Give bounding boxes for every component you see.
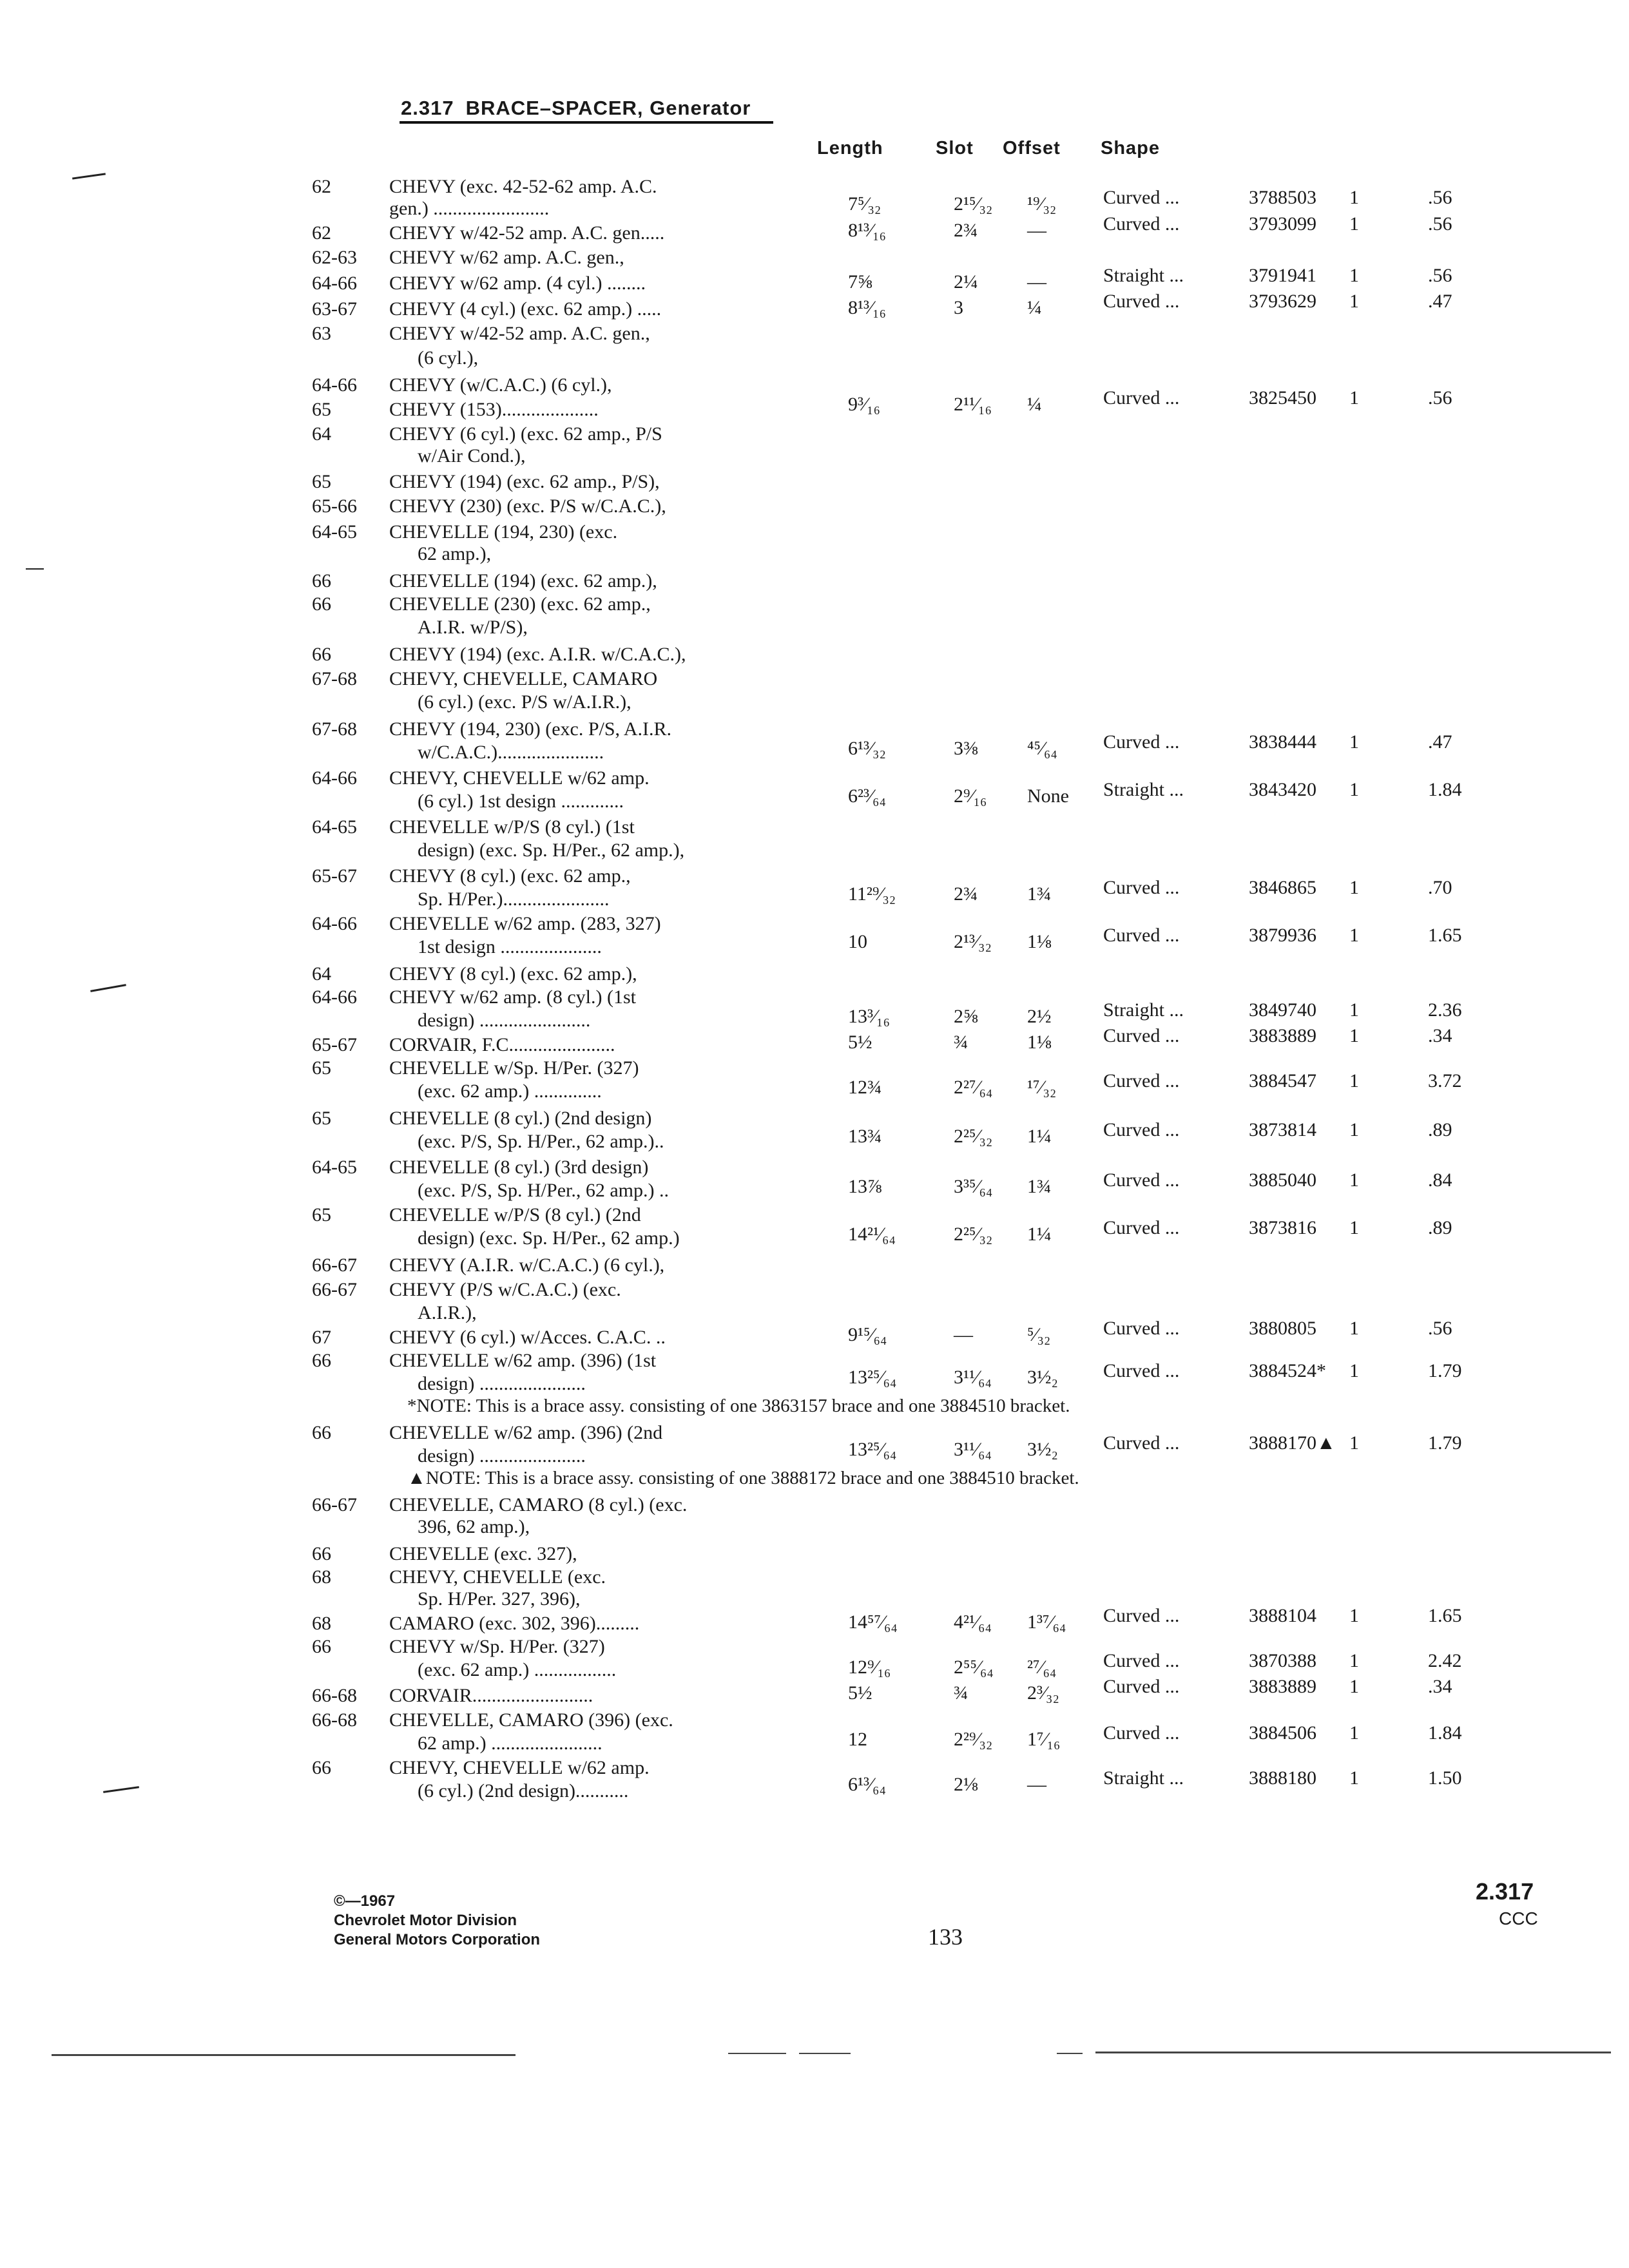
application-description: CHEVELLE (exc. 327), <box>389 1543 577 1564</box>
application-description: CHEVELLE, CAMARO (8 cyl.) (exc. <box>389 1494 688 1515</box>
offset-value: ¹⁹⁄₃₂ <box>1027 193 1057 215</box>
application-description: CHEVELLE (194) (exc. 62 amp.), <box>389 570 657 591</box>
division-line: Chevrolet Motor Division <box>334 1912 517 1929</box>
publisher-block <box>334 1892 540 1950</box>
shape-value: Curved ... <box>1103 291 1180 312</box>
model-year: 64-66 <box>312 913 357 934</box>
model-year: 63-67 <box>312 298 357 320</box>
part-number: 3888170▲ <box>1249 1432 1336 1454</box>
page-number: 133 <box>928 1924 963 1950</box>
bottom-rule <box>728 2053 786 2054</box>
footer-section-number: 2.317 <box>1476 1878 1534 1905</box>
application-description: (6 cyl.), <box>418 347 479 369</box>
application-description: (exc. P/S, Sp. H/Per., 62 amp.).. <box>418 1131 664 1152</box>
slot-value: 2¾ <box>954 220 978 241</box>
model-year: 66 <box>312 1422 331 1443</box>
price: 1.84 <box>1428 1722 1462 1744</box>
application-description: gen.) ........................ <box>389 198 550 219</box>
model-year: 64-66 <box>312 374 357 396</box>
quantity: 1 <box>1349 1432 1359 1454</box>
offset-value: 1¼ <box>1027 1126 1052 1147</box>
bottom-rule <box>52 2054 516 2056</box>
model-year: 66 <box>312 570 331 591</box>
application-description: CHEVELLE w/P/S (8 cyl.) (1st <box>389 816 635 838</box>
slot-value: 2¹³⁄₃₂ <box>954 931 992 952</box>
application-description: design) ...................... <box>418 1445 586 1466</box>
footer-section-code: CCC <box>1499 1908 1538 1928</box>
shape-value: Curved ... <box>1103 1432 1180 1454</box>
application-description: CHEVELLE, CAMARO (396) (exc. <box>389 1709 673 1731</box>
shape-value: Straight ... <box>1103 999 1184 1021</box>
model-year: 64-65 <box>312 816 357 838</box>
price: 1.79 <box>1428 1432 1462 1454</box>
price: 1.84 <box>1428 779 1462 800</box>
application-description: (6 cyl.) (exc. P/S w/A.I.R.), <box>418 691 631 713</box>
length-value: 6¹³⁄₃₂ <box>848 738 886 759</box>
model-year: 65-67 <box>312 865 357 887</box>
length-value: 11²⁹⁄₃₂ <box>848 883 896 905</box>
model-year: 66 <box>312 1350 331 1371</box>
length-value: 8¹³⁄₁₆ <box>848 220 886 241</box>
application-description: CHEVELLE w/62 amp. (396) (2nd <box>389 1422 663 1443</box>
application-description: CHEVELLE w/Sp. H/Per. (327) <box>389 1057 639 1079</box>
column-header-shape: Shape <box>1101 138 1161 159</box>
price: .56 <box>1428 265 1452 286</box>
application-description: CHEVY w/62 amp. (8 cyl.) (1st <box>389 986 636 1008</box>
length-value: 14⁵⁷⁄₆₄ <box>848 1611 898 1633</box>
offset-value: ¼ <box>1027 297 1042 318</box>
model-year: 65 <box>312 399 331 420</box>
column-header-slot: Slot <box>936 138 974 159</box>
section-title <box>401 97 751 120</box>
price: .56 <box>1428 213 1452 235</box>
shape-value: Curved ... <box>1103 925 1180 946</box>
model-year: 67-68 <box>312 718 357 740</box>
slot-value: 2²⁹⁄₃₂ <box>954 1729 993 1750</box>
quantity: 1 <box>1349 1722 1359 1744</box>
length-value: 13²⁵⁄₆₄ <box>848 1439 897 1460</box>
part-number: 3788503 <box>1249 187 1316 208</box>
application-description: 396, 62 amp.), <box>418 1516 530 1537</box>
part-number: 3825450 <box>1249 387 1316 408</box>
offset-value: 1⅛ <box>1027 931 1052 952</box>
model-year: 64-65 <box>312 521 357 543</box>
offset-value: None <box>1027 785 1069 807</box>
bottom-rule <box>1057 2053 1083 2054</box>
application-description: CORVAIR......................... <box>389 1685 593 1706</box>
shape-value: Straight ... <box>1103 779 1184 800</box>
price: 3.72 <box>1428 1070 1462 1091</box>
model-year: 65-67 <box>312 1034 357 1055</box>
price: 2.42 <box>1428 1650 1462 1671</box>
slot-value: 4²¹⁄₆₄ <box>954 1611 992 1633</box>
price: 1.50 <box>1428 1767 1462 1789</box>
model-year: 64 <box>312 423 331 445</box>
shape-value: Curved ... <box>1103 731 1180 753</box>
part-number: 3880805 <box>1249 1318 1316 1339</box>
application-description: CHEVY (P/S w/C.A.C.) (exc. <box>389 1279 621 1300</box>
part-number: 3793629 <box>1249 291 1316 312</box>
model-year: 65 <box>312 1057 331 1079</box>
price: .84 <box>1428 1169 1452 1191</box>
slot-value: 2²⁵⁄₃₂ <box>954 1224 993 1245</box>
length-value: 14²¹⁄₆₄ <box>848 1224 896 1245</box>
slot-value: 2¹⁵⁄₃₂ <box>954 193 993 215</box>
corporation-line: General Motors Corporation <box>334 1931 541 1948</box>
slot-value: 2²⁷⁄₆₄ <box>954 1077 993 1098</box>
application-description: CORVAIR, F.C...................... <box>389 1034 615 1055</box>
application-description: design) ...................... <box>418 1373 586 1394</box>
application-description: CHEVY w/42-52 amp. A.C. gen., <box>389 323 650 344</box>
application-description: CHEVY, CHEVELLE, CAMARO <box>389 668 658 689</box>
part-number: 3793099 <box>1249 213 1316 235</box>
part-number: 3884506 <box>1249 1722 1316 1744</box>
quantity: 1 <box>1349 1360 1359 1381</box>
length-value: 7⁵⁄₃₂ <box>848 193 882 215</box>
section-number: 2.317 <box>401 97 454 119</box>
price: .56 <box>1428 387 1452 408</box>
quantity: 1 <box>1349 1217 1359 1238</box>
part-number: 3888104 <box>1249 1605 1316 1626</box>
application-description: CHEVY (153).................... <box>389 399 599 420</box>
part-number: 3883889 <box>1249 1676 1316 1697</box>
quantity: 1 <box>1349 265 1359 286</box>
application-description: CAMARO (exc. 302, 396)......... <box>389 1613 640 1634</box>
application-description: (6 cyl.) 1st design ............. <box>418 791 624 812</box>
margin-mark <box>103 1786 139 1793</box>
length-value: 8¹³⁄₁₆ <box>848 297 886 318</box>
application-description: CHEVELLE (8 cyl.) (3rd design) <box>389 1157 649 1178</box>
application-description: Sp. H/Per. 327, 396), <box>418 1588 581 1610</box>
model-year: 62 <box>312 222 331 244</box>
part-number: 3870388 <box>1249 1650 1316 1671</box>
length-value: 12¾ <box>848 1077 882 1098</box>
application-description: (exc. 62 amp.) .............. <box>418 1081 602 1102</box>
offset-value: 1⁷⁄₁₆ <box>1027 1729 1061 1750</box>
copyright-line: ©—1967 <box>334 1892 396 1910</box>
part-number: 3884524* <box>1249 1360 1326 1381</box>
application-description: CHEVY w/Sp. H/Per. (327) <box>389 1636 605 1657</box>
shape-value: Curved ... <box>1103 187 1180 208</box>
margin-mark <box>72 173 106 179</box>
bottom-rule <box>799 2053 851 2054</box>
model-year: 64-65 <box>312 1157 357 1178</box>
model-year: 66-68 <box>312 1709 357 1731</box>
part-number: 3838444 <box>1249 731 1316 753</box>
application-description: 62 amp.), <box>418 543 492 564</box>
offset-value: 1¼ <box>1027 1224 1052 1245</box>
length-value: 6²³⁄₆₄ <box>848 785 886 807</box>
model-year: 67 <box>312 1327 331 1348</box>
application-description: CHEVY, CHEVELLE (exc. <box>389 1566 606 1588</box>
part-number: 3883889 <box>1249 1025 1316 1046</box>
slot-value: 2⁹⁄₁₆ <box>954 785 987 807</box>
model-year: 65-66 <box>312 495 357 517</box>
model-year: 65 <box>312 1108 331 1129</box>
slot-value: 3⅜ <box>954 738 978 759</box>
quantity: 1 <box>1349 1025 1359 1046</box>
application-description: CHEVY (A.I.R. w/C.A.C.) (6 cyl.), <box>389 1254 665 1276</box>
slot-value: 2⁵⁵⁄₆₄ <box>954 1657 994 1678</box>
model-year: 66-68 <box>312 1685 357 1706</box>
application-description: CHEVY (8 cyl.) (exc. 62 amp.), <box>389 963 637 985</box>
offset-value: ⁴⁵⁄₆₄ <box>1027 738 1057 759</box>
quantity: 1 <box>1349 1650 1359 1671</box>
application-description: CHEVY (8 cyl.) (exc. 62 amp., <box>389 865 631 887</box>
price: 1.65 <box>1428 925 1462 946</box>
shape-value: Curved ... <box>1103 1169 1180 1191</box>
application-description: Sp. H/Per.)...................... <box>418 889 610 910</box>
slot-value: ¾ <box>954 1032 969 1053</box>
application-description: (6 cyl.) (2nd design)........... <box>418 1780 629 1802</box>
offset-value: — <box>1027 271 1046 293</box>
shape-value: Curved ... <box>1103 1025 1180 1046</box>
shape-value: Curved ... <box>1103 387 1180 408</box>
assembly-note: *NOTE: This is a brace assy. consisting of one 3863157 brace and one 3884510 bracket. <box>407 1396 1070 1416</box>
price: .56 <box>1428 187 1452 208</box>
application-description: CHEVELLE w/62 amp. (283, 327) <box>389 913 661 934</box>
shape-value: Curved ... <box>1103 1650 1180 1671</box>
part-number: 3843420 <box>1249 779 1316 800</box>
application-description: design) (exc. Sp. H/Per., 62 amp.) <box>418 1227 680 1249</box>
slot-value: 3 <box>954 297 963 318</box>
margin-mark <box>90 984 126 992</box>
model-year: 64-66 <box>312 767 357 789</box>
application-description: 1st design ..................... <box>418 936 602 957</box>
shape-value: Curved ... <box>1103 1070 1180 1091</box>
title-underline <box>400 121 773 124</box>
offset-value: ⁵⁄₃₂ <box>1027 1324 1051 1345</box>
application-description: CHEVY (194) (exc. A.I.R. w/C.A.C.), <box>389 644 686 665</box>
application-description: CHEVY (4 cyl.) (exc. 62 amp.) ..... <box>389 298 662 320</box>
application-description: CHEVY w/62 amp. (4 cyl.) ........ <box>389 273 646 294</box>
part-number: 3884547 <box>1249 1070 1316 1091</box>
shape-value: Curved ... <box>1103 1119 1180 1140</box>
shape-value: Curved ... <box>1103 1722 1180 1744</box>
shape-value: Curved ... <box>1103 213 1180 235</box>
part-number: 3849740 <box>1249 999 1316 1021</box>
shape-value: Curved ... <box>1103 1217 1180 1238</box>
application-description: CHEVELLE w/62 amp. (396) (1st <box>389 1350 657 1371</box>
shape-value: Curved ... <box>1103 1676 1180 1697</box>
application-description: CHEVY w/42-52 amp. A.C. gen..... <box>389 222 665 244</box>
application-description: CHEVY (194) (exc. 62 amp., P/S), <box>389 471 660 492</box>
shape-value: Curved ... <box>1103 1318 1180 1339</box>
application-description: (exc. 62 amp.) ................. <box>418 1659 617 1680</box>
quantity: 1 <box>1349 213 1359 235</box>
model-year: 62 <box>312 176 331 197</box>
price: 1.79 <box>1428 1360 1462 1381</box>
slot-value: 2⅝ <box>954 1006 978 1027</box>
part-number: 3873816 <box>1249 1217 1316 1238</box>
model-year: 68 <box>312 1566 331 1588</box>
model-year: 68 <box>312 1613 331 1634</box>
part-number: 3888180 <box>1249 1767 1316 1789</box>
application-description: w/Air Cond.), <box>418 445 526 466</box>
slot-value: 3¹¹⁄₆₄ <box>954 1439 992 1460</box>
shape-value: Straight ... <box>1103 1767 1184 1789</box>
shape-value: Straight ... <box>1103 265 1184 286</box>
margin-mark <box>26 568 44 570</box>
quantity: 1 <box>1349 877 1359 898</box>
application-description: CHEVY, CHEVELLE w/62 amp. <box>389 767 650 789</box>
offset-value: 1¾ <box>1027 883 1052 905</box>
length-value: 12 <box>848 1729 867 1750</box>
price: .56 <box>1428 1318 1452 1339</box>
length-value: 13³⁄₁₆ <box>848 1006 890 1027</box>
offset-value: 2³⁄₃₂ <box>1027 1682 1059 1704</box>
price: .47 <box>1428 291 1452 312</box>
model-year: 67-68 <box>312 668 357 689</box>
offset-value: — <box>1027 1774 1046 1795</box>
application-description: CHEVY (194, 230) (exc. P/S, A.I.R. <box>389 718 672 740</box>
model-year: 64 <box>312 963 331 985</box>
application-description: w/C.A.C.)...................... <box>418 742 604 763</box>
quantity: 1 <box>1349 1676 1359 1697</box>
length-value: 10 <box>848 931 867 952</box>
application-description: CHEVELLE (8 cyl.) (2nd design) <box>389 1108 652 1129</box>
length-value: 13¾ <box>848 1126 882 1147</box>
price: .34 <box>1428 1025 1452 1046</box>
price: .89 <box>1428 1119 1452 1140</box>
length-value: 5½ <box>848 1682 872 1704</box>
slot-value: ¾ <box>954 1682 969 1704</box>
model-year: 66 <box>312 644 331 665</box>
model-year: 66 <box>312 1543 331 1564</box>
application-description: CHEVELLE (230) (exc. 62 amp., <box>389 593 651 615</box>
quantity: 1 <box>1349 779 1359 800</box>
application-description: design) ....................... <box>418 1010 591 1031</box>
price: .89 <box>1428 1217 1452 1238</box>
price: .34 <box>1428 1676 1452 1697</box>
slot-value: 2¾ <box>954 883 978 905</box>
quantity: 1 <box>1349 1767 1359 1789</box>
offset-value: ²⁷⁄₆₄ <box>1027 1657 1057 1678</box>
quantity: 1 <box>1349 1318 1359 1339</box>
application-description: CHEVELLE (194, 230) (exc. <box>389 521 618 543</box>
quantity: 1 <box>1349 387 1359 408</box>
offset-value: — <box>1027 220 1046 241</box>
model-year: 66 <box>312 593 331 615</box>
model-year: 66-67 <box>312 1494 357 1515</box>
model-year: 66 <box>312 1636 331 1657</box>
model-year: 64-66 <box>312 273 357 294</box>
part-number: 3791941 <box>1249 265 1316 286</box>
model-year: 66-67 <box>312 1279 357 1300</box>
offset-value: 1³⁷⁄₆₄ <box>1027 1611 1066 1633</box>
offset-value: ¼ <box>1027 394 1042 415</box>
price: 2.36 <box>1428 999 1462 1021</box>
length-value: 5½ <box>848 1032 872 1053</box>
slot-value: 2⅛ <box>954 1774 978 1795</box>
price: .47 <box>1428 731 1452 753</box>
quantity: 1 <box>1349 291 1359 312</box>
part-number: 3879936 <box>1249 925 1316 946</box>
length-value: 6¹³⁄₆₄ <box>848 1774 886 1795</box>
quantity: 1 <box>1349 1070 1359 1091</box>
quantity: 1 <box>1349 1605 1359 1626</box>
slot-value: 2¼ <box>954 271 978 293</box>
application-description: 62 amp.) ....................... <box>418 1733 602 1754</box>
quantity: 1 <box>1349 925 1359 946</box>
application-description: CHEVY (6 cyl.) (exc. 62 amp., P/S <box>389 423 662 445</box>
quantity: 1 <box>1349 731 1359 753</box>
application-description: CHEVELLE w/P/S (8 cyl.) (2nd <box>389 1204 641 1225</box>
application-description: CHEVY, CHEVELLE w/62 amp. <box>389 1757 650 1778</box>
length-value: 9¹⁵⁄₆₄ <box>848 1324 887 1345</box>
model-year: 63 <box>312 323 331 344</box>
application-description: (exc. P/S, Sp. H/Per., 62 amp.) .. <box>418 1180 669 1201</box>
column-header-offset: Offset <box>1003 138 1061 159</box>
shape-value: Curved ... <box>1103 1360 1180 1381</box>
application-description: CHEVY (6 cyl.) w/Acces. C.A.C. .. <box>389 1327 666 1348</box>
length-value: 7⅝ <box>848 271 872 293</box>
slot-value: 2²⁵⁄₃₂ <box>954 1126 993 1147</box>
slot-value: 2¹¹⁄₁₆ <box>954 394 992 415</box>
application-description: CHEVY (w/C.A.C.) (6 cyl.), <box>389 374 612 396</box>
model-year: 64-66 <box>312 986 357 1008</box>
offset-value: 3½₂ <box>1027 1439 1058 1460</box>
section-heading: BRACE–SPACER, Generator <box>465 97 751 119</box>
assembly-note: ▲NOTE: This is a brace assy. consisting of one 3888172 brace and one 3884510 bracket. <box>407 1468 1079 1488</box>
part-number: 3873814 <box>1249 1119 1316 1140</box>
shape-value: Curved ... <box>1103 877 1180 898</box>
application-description: A.I.R. w/P/S), <box>418 617 528 638</box>
part-number: 3885040 <box>1249 1169 1316 1191</box>
length-value: 9³⁄₁₆ <box>848 394 880 415</box>
model-year: 65 <box>312 1204 331 1225</box>
model-year: 66-67 <box>312 1254 357 1276</box>
slot-value: 3¹¹⁄₆₄ <box>954 1367 992 1388</box>
slot-value: 3³⁵⁄₆₄ <box>954 1176 993 1197</box>
offset-value: 1⅛ <box>1027 1032 1052 1053</box>
shape-value: Curved ... <box>1103 1605 1180 1626</box>
price: .70 <box>1428 877 1452 898</box>
part-number: 3846865 <box>1249 877 1316 898</box>
model-year: 62-63 <box>312 247 357 268</box>
column-header-length: Length <box>817 138 883 159</box>
offset-value: 1¾ <box>1027 1176 1052 1197</box>
offset-value: 3½₂ <box>1027 1367 1058 1388</box>
length-value: 13²⁵⁄₆₄ <box>848 1367 897 1388</box>
application-description: CHEVY w/62 amp. A.C. gen., <box>389 247 624 268</box>
length-value: 12⁹⁄₁₆ <box>848 1657 891 1678</box>
application-description: CHEVY (230) (exc. P/S w/C.A.C.), <box>389 495 666 517</box>
bottom-rule <box>1095 2052 1611 2053</box>
quantity: 1 <box>1349 999 1359 1021</box>
price: 1.65 <box>1428 1605 1462 1626</box>
application-description: CHEVY (exc. 42-52-62 amp. A.C. <box>389 176 657 197</box>
quantity: 1 <box>1349 1119 1359 1140</box>
model-year: 66 <box>312 1757 331 1778</box>
application-description: A.I.R.), <box>418 1302 477 1323</box>
offset-value: ¹⁷⁄₃₂ <box>1027 1077 1057 1098</box>
offset-value: 2½ <box>1027 1006 1052 1027</box>
slot-value: — <box>954 1324 973 1345</box>
model-year: 65 <box>312 471 331 492</box>
quantity: 1 <box>1349 187 1359 208</box>
application-description: design) (exc. Sp. H/Per., 62 amp.), <box>418 840 685 861</box>
length-value: 13⅞ <box>848 1176 882 1197</box>
quantity: 1 <box>1349 1169 1359 1191</box>
